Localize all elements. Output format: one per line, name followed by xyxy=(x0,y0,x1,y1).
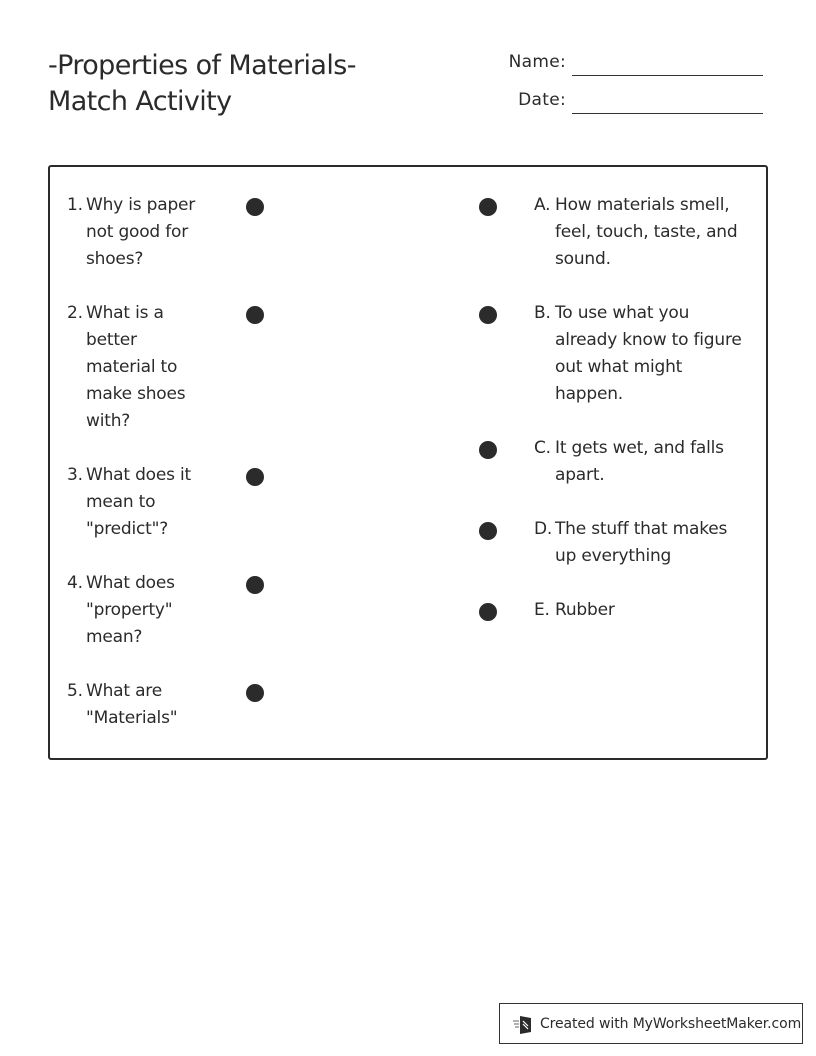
question-text: Why is paper not good for shoes? xyxy=(86,195,196,269)
answer-text: How materials smell, feel, touch, taste, and sound. xyxy=(555,195,738,269)
question-text: What does it mean to "predict"? xyxy=(86,465,191,539)
date-field xyxy=(506,90,763,110)
answer-letter: C. xyxy=(534,438,551,458)
question-text: What is a better material to make shoes with? xyxy=(86,303,186,431)
answer-d-match-dot[interactable] xyxy=(479,522,497,540)
question-number: 5. xyxy=(67,681,83,701)
name-input-line[interactable] xyxy=(572,75,763,76)
title-line-1: -Properties of Materials- xyxy=(48,50,356,81)
answer-letter: E. xyxy=(534,600,550,620)
worksheet-title xyxy=(48,48,356,120)
answer-letter: B. xyxy=(534,303,551,323)
match-activity-box xyxy=(48,165,768,760)
question-number: 1. xyxy=(67,195,83,215)
answer-letter: D. xyxy=(534,519,553,539)
question-5-match-dot[interactable] xyxy=(246,684,264,702)
answer-letter: A. xyxy=(534,195,551,215)
question-2-match-dot[interactable] xyxy=(246,306,264,324)
created-with-badge[interactable] xyxy=(499,1003,803,1044)
question-4-match-dot[interactable] xyxy=(246,576,264,594)
question-text: What does "property" mean? xyxy=(86,573,175,647)
footer-text: Created with MyWorksheetMaker.com xyxy=(540,1015,802,1032)
name-field xyxy=(506,52,763,72)
answer-text: The stuff that makes up everything xyxy=(555,519,728,566)
date-input-line[interactable] xyxy=(572,113,763,114)
date-label: Date: xyxy=(518,90,566,110)
question-1-match-dot[interactable] xyxy=(246,198,264,216)
question-number: 2. xyxy=(67,303,83,323)
answer-e-match-dot[interactable] xyxy=(479,603,497,621)
answer-text: Rubber xyxy=(555,600,615,620)
answer-text: It gets wet, and falls apart. xyxy=(555,438,724,485)
question-text: What are "Materials" xyxy=(86,681,178,728)
answer-c-match-dot[interactable] xyxy=(479,441,497,459)
title-line-2: Match Activity xyxy=(48,86,232,117)
answer-b-match-dot[interactable] xyxy=(479,306,497,324)
answer-text: To use what you already know to figure out what might happen. xyxy=(555,303,742,404)
question-number: 3. xyxy=(67,465,83,485)
worksheet-maker-logo-icon xyxy=(512,1013,534,1035)
name-label: Name: xyxy=(508,52,566,72)
question-3-match-dot[interactable] xyxy=(246,468,264,486)
question-number: 4. xyxy=(67,573,83,593)
answer-a-match-dot[interactable] xyxy=(479,198,497,216)
